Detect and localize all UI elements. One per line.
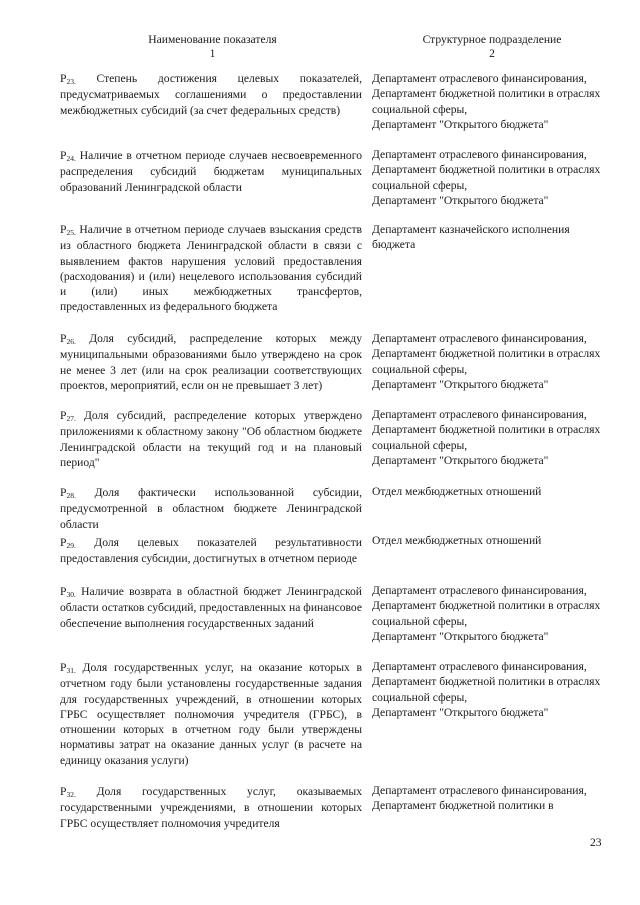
- indicator-code: Р: [60, 585, 67, 598]
- indicator-code: Р: [60, 223, 67, 236]
- department-p27: [372, 407, 612, 468]
- department-p26: [372, 331, 612, 392]
- indicator-text: Доля государственных услуг, оказываемых государственными учреждениями, в отношении которых ГРБС осуществляет полномочия учредителя: [60, 785, 362, 830]
- indicator-code: Р: [60, 409, 67, 422]
- department-line: Департамент "Открытого бюджета": [372, 705, 549, 719]
- indicator-code-sub: 24.: [66, 154, 76, 163]
- indicator-text: Наличие возврата в областной бюджет Ленинградской области остатков субсидий, предоставленных на финансовое обеспечение выполнения государственных заданий: [60, 585, 362, 630]
- indicator-p26: [60, 331, 362, 393]
- department-line: Департамент бюджетной политики в отраслях социальной сферы,: [372, 675, 601, 704]
- indicator-text: Наличие в отчетном периоде случаев взыскания средств из областного бюджета Ленинградской области в связи с выявлением фактов нарушения условий предоставления (расходования) и (или) нецелевого использования субсидий и (или) иных межбюджетных трансфертов, предоставленных из федерального бюджета: [60, 223, 362, 314]
- indicator-p29: [60, 535, 362, 567]
- department-line: Департамент бюджетной политики в отраслях социальной сферы,: [372, 423, 601, 452]
- indicator-code-sub: 28.: [66, 491, 76, 500]
- column-number-2: 2: [489, 47, 495, 60]
- indicator-code-sub: 31.: [66, 666, 76, 675]
- department-p31: [372, 659, 612, 720]
- indicator-p23: [60, 71, 362, 118]
- department-p29: [372, 533, 612, 548]
- department-line: Департамент "Открытого бюджета": [372, 117, 549, 131]
- indicator-code: Р: [60, 72, 67, 85]
- department-p25: [372, 222, 612, 253]
- indicator-code-sub: 29.: [66, 541, 76, 550]
- indicator-code-sub: 25.: [66, 228, 76, 237]
- indicator-code: Р: [60, 536, 67, 549]
- indicator-text: Доля целевых показателей результативности предоставления субсидии, достигнутых в отчетном периоде: [60, 536, 362, 566]
- department-line: Департамент "Открытого бюджета": [372, 453, 549, 467]
- indicator-p32: [60, 784, 362, 831]
- department-p23: [372, 71, 612, 132]
- indicator-code-sub: 23.: [66, 77, 76, 86]
- indicator-text: Доля государственных услуг, на оказание которых в отчетном году были установлены государственные задания для государственных учреждений, в отношении которых ГРБС осуществляет полномочия учредителя (ГРБС), в отношении которых в отчетном году были утверждены нормативы затрат на оказание данных услуг (в расчете на единицу оказания услуги): [60, 661, 362, 767]
- department-line: Департамент отраслевого финансирования,: [372, 584, 587, 597]
- indicator-text: Доля субсидий, распределение которых между муниципальными образованиями было утверждено на срок не менее 3 лет (или на срок реализации соответствующих проектов, мероприятий, если он не превышает 3 лет): [60, 332, 362, 392]
- indicator-code: Р: [60, 486, 67, 499]
- indicator-p25: [60, 222, 362, 315]
- department-line: Департамент отраслевого финансирования,: [372, 784, 587, 797]
- department-line: Департамент "Открытого бюджета": [372, 377, 549, 391]
- column-number-1: 1: [209, 47, 216, 60]
- indicator-text: Наличие в отчетном периоде случаев несвоевременного распределения субсидий бюджетам муниципальных образований Ленинградской области: [60, 149, 362, 194]
- department-line: Департамент отраслевого финансирования,: [372, 660, 587, 673]
- department-line: Департамент "Открытого бюджета": [372, 193, 549, 207]
- indicator-code: Р: [60, 661, 67, 674]
- department-line: Департамент отраслевого финансирования,: [372, 408, 587, 421]
- department-p28: [372, 484, 612, 499]
- indicator-text: Доля субсидий, распределение которых утверждено приложениями к областному закону "Об областном бюджете Ленинградской области на текущий год и на плановый период": [60, 409, 362, 469]
- indicator-code-sub: 26.: [66, 337, 76, 346]
- indicator-text: Степень достижения целевых показателей, предусматриваемых соглашениями о предоставлении межбюджетных субсидий (за счет федеральных средств): [60, 72, 362, 117]
- department-line: Департамент казначейского исполнения бюджета: [372, 223, 570, 252]
- department-line: Департамент бюджетной политики в отраслях социальной сферы,: [372, 347, 601, 376]
- indicator-code-sub: 32.: [66, 790, 76, 799]
- department-p32: [372, 783, 612, 814]
- column-header-indicator: Наименование показателя: [148, 33, 277, 46]
- department-line: Департамент бюджетной политики в отраслях социальной сферы,: [372, 599, 601, 628]
- department-line: Департамент "Открытого бюджета": [372, 629, 549, 643]
- indicator-code-sub: 30.: [66, 590, 76, 599]
- indicator-p27: [60, 408, 362, 470]
- department-line: Отдел межбюджетных отношений: [372, 534, 542, 547]
- indicator-code: Р: [60, 149, 67, 162]
- indicator-p31: [60, 660, 362, 768]
- indicator-p30: [60, 584, 362, 631]
- indicator-code: Р: [60, 332, 67, 345]
- department-line: Департамент бюджетной политики в отраслях социальной сферы,: [372, 87, 601, 116]
- department-line: Отдел межбюджетных отношений: [372, 485, 542, 498]
- department-line: Департамент отраслевого финансирования,: [372, 72, 587, 85]
- department-p30: [372, 583, 612, 644]
- column-header-department: Структурное подразделение: [422, 33, 562, 46]
- indicator-p24: [60, 148, 362, 195]
- department-line: Департамент отраслевого финансирования,: [372, 332, 587, 345]
- indicator-p28: [60, 485, 362, 532]
- department-line: Департамент бюджетной политики в: [372, 799, 554, 813]
- department-line: Департамент бюджетной политики в отраслях социальной сферы,: [372, 163, 601, 192]
- department-line: Департамент отраслевого финансирования,: [372, 148, 587, 161]
- indicator-code: Р: [60, 785, 67, 798]
- indicator-text: Доля фактически использованной субсидии, предусмотренной в областном бюджете Ленинградской области: [60, 486, 362, 531]
- page-number: 23: [590, 836, 602, 849]
- department-p24: [372, 147, 612, 208]
- indicator-code-sub: 27.: [66, 414, 76, 423]
